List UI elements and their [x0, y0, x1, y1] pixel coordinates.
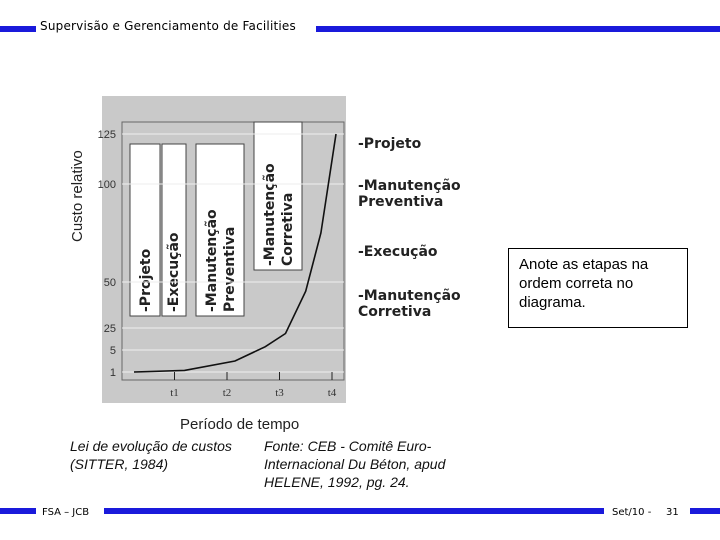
legend-manut-preventiva: -Manutenção Preventiva — [358, 178, 461, 210]
caption-left-line2: (SITTER, 1984) — [70, 456, 169, 472]
footer-date: Set/10 - — [612, 507, 652, 518]
footer-bar-right — [690, 508, 720, 514]
header-bar-left — [0, 26, 36, 32]
caption-left-line1: Lei de evolução de custos — [70, 438, 232, 454]
header-bar-right — [316, 26, 720, 32]
note-box: Anote as etapas na ordem correta no diagrama. — [508, 248, 688, 328]
y-tick-label: 50 — [103, 277, 116, 289]
y-tick-label: 125 — [97, 129, 116, 141]
band-label: -Projeto — [138, 248, 154, 312]
x-axis-label: Período de tempo — [180, 416, 300, 433]
x-tick-label: t3 — [275, 387, 284, 399]
x-tick-label: t4 — [327, 387, 337, 399]
legend-manut-corretiva: -Manutenção Corretiva — [358, 288, 461, 320]
figure — [60, 82, 460, 497]
x-tick-label: t1 — [170, 387, 179, 399]
y-tick-label: 5 — [109, 345, 116, 357]
band-label: -Execução — [166, 232, 182, 312]
legend-execucao: -Execução — [358, 244, 438, 260]
y-tick-label: 1 — [109, 367, 116, 379]
footer-left-text: FSA – JCB — [42, 507, 90, 518]
footer-page-number: 31 — [666, 507, 679, 518]
header-title: Supervisão e Gerenciamento de Facilities — [40, 19, 296, 33]
legend-projeto: -Projeto — [358, 136, 422, 152]
footer-bar-left — [0, 508, 36, 514]
y-tick-label: 100 — [97, 179, 116, 191]
band-label: -Manutenção Preventiva — [204, 209, 238, 312]
caption-right-line1: Fonte: CEB - Comitê Euro- — [264, 438, 432, 454]
y-axis-label: Custo relativo — [69, 150, 86, 242]
footer-bar-middle — [104, 508, 604, 514]
caption-right-line2: Internacional Du Béton, apud — [264, 456, 446, 472]
band-label: -Manutenção Corretiva — [262, 163, 296, 266]
y-tick-label: 25 — [103, 323, 116, 335]
x-tick-label: t2 — [222, 387, 232, 399]
caption-right-line3: HELENE, 1992, pg. 24. — [264, 474, 410, 490]
